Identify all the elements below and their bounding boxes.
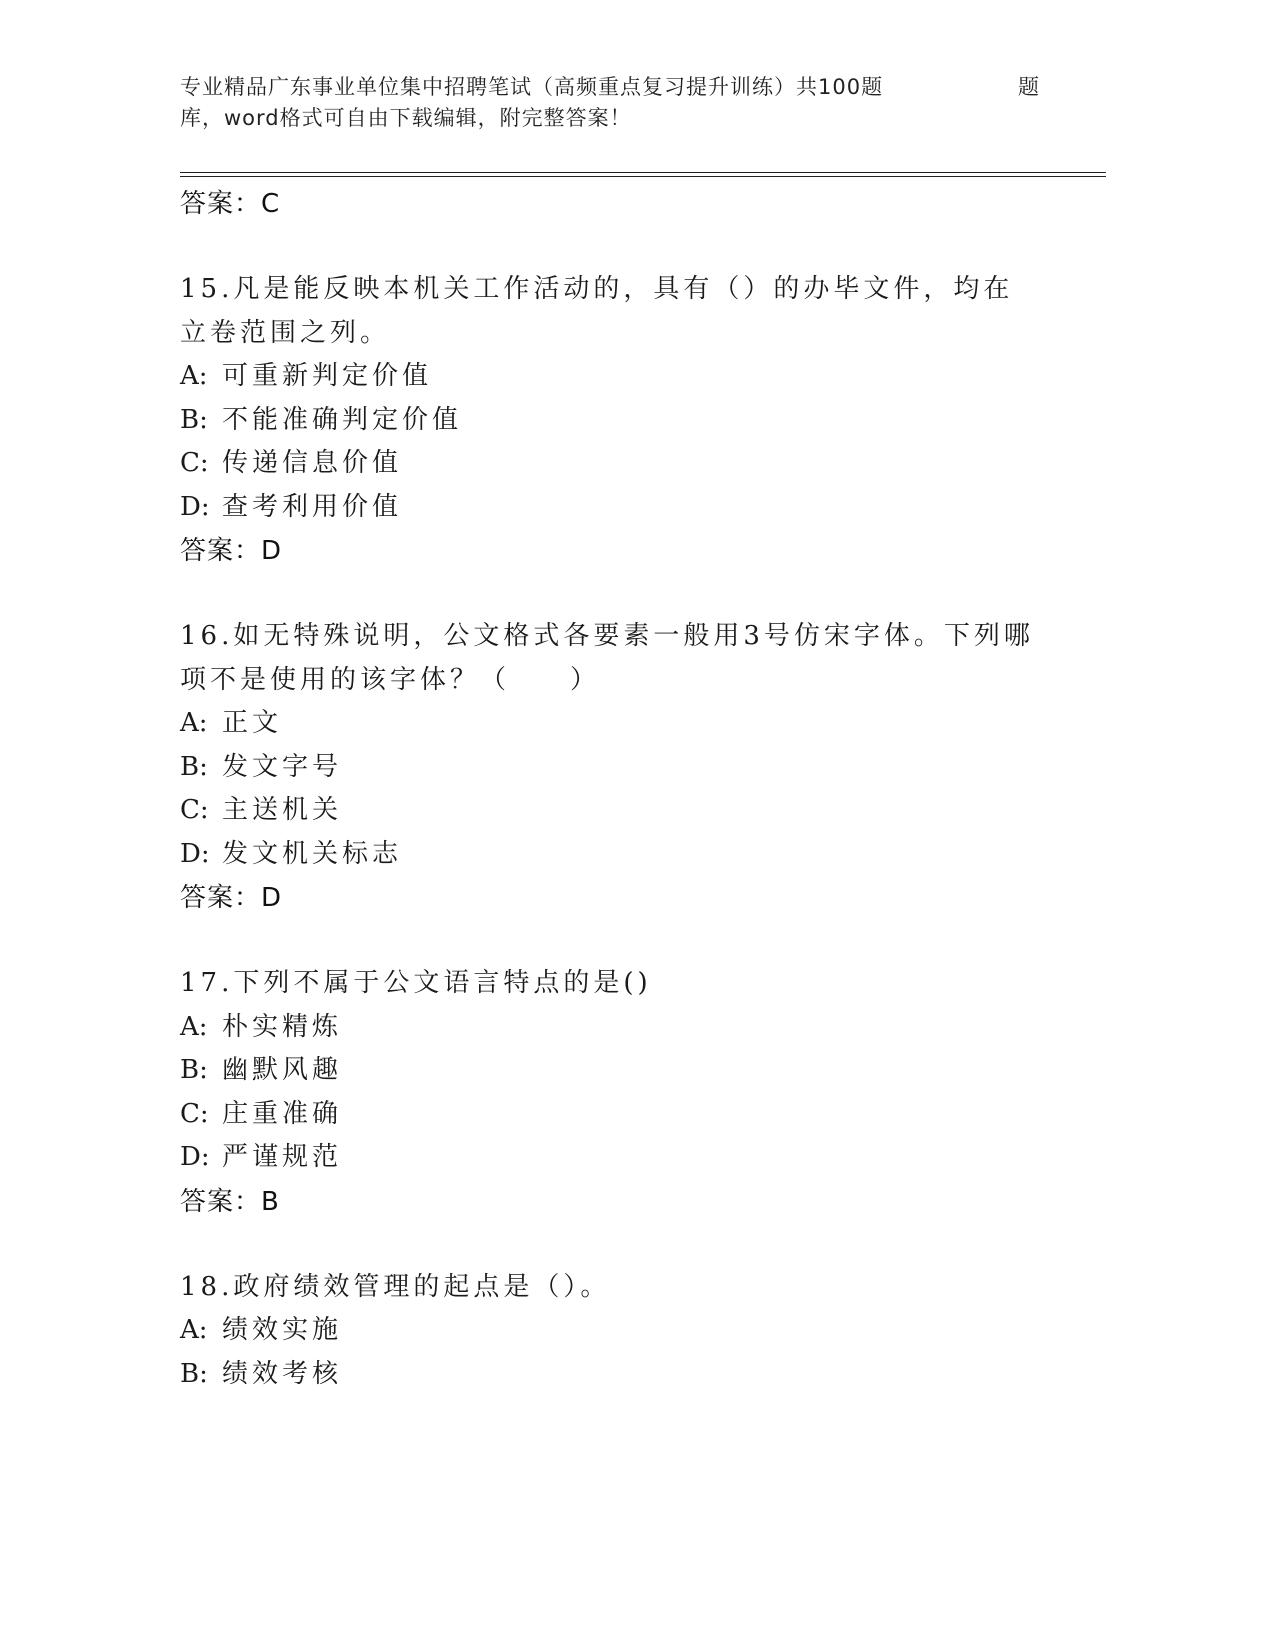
header-title: 专业精品广东事业单位集中招聘笔试（高频重点复习提升训练）共100题 [180, 75, 884, 99]
option-text: 正文 [222, 708, 283, 738]
option-text: 传递信息价值 [222, 448, 403, 478]
option-a [180, 1006, 1040, 1050]
option-b [180, 1049, 1040, 1093]
header-line-2: 库，word格式可自由下载编辑，附完整答案！ [180, 106, 632, 130]
option-b [180, 399, 1040, 443]
question-stem: 16.如无特殊说明，公文格式各要素一般用3号仿宋字体。下列哪项不是使用的该字体？（ ） [180, 621, 1034, 695]
option-a [180, 702, 1040, 746]
option-d [180, 1136, 1040, 1180]
question-stem: 18.政府绩效管理的起点是（）。 [180, 1271, 611, 1302]
question-stem: 15.凡是能反映本机关工作活动的，具有（）的办毕文件，均在立卷范围之列。 [180, 274, 1014, 348]
question-stem: 17.下列不属于公文语言特点的是() [180, 968, 652, 998]
option-key: A: [180, 708, 208, 738]
option-text: 幽默风趣 [222, 1055, 343, 1085]
option-text: 严谨规范 [222, 1142, 343, 1172]
option-text: 发文机关标志 [222, 838, 403, 869]
question-16 [180, 615, 1040, 920]
option-key: D: [180, 491, 210, 522]
option-text: 绩效考核 [222, 1358, 343, 1389]
option-text: 绩效实施 [222, 1315, 343, 1345]
answer-line: 答案：B [180, 1186, 280, 1217]
option-key: B: [180, 1358, 208, 1389]
option-c [180, 789, 1040, 833]
question-18 [180, 1266, 1040, 1397]
option-b [180, 746, 1040, 790]
header-title-tail: 题 [1018, 75, 1040, 99]
option-a [180, 355, 1040, 399]
option-text: 可重新判定价值 [222, 361, 433, 391]
option-b [180, 1353, 1040, 1397]
answer-line: 答案：D [180, 536, 283, 566]
option-key: B: [180, 751, 208, 782]
option-key: C: [180, 448, 209, 478]
option-d [180, 833, 1040, 877]
option-text: 不能准确判定价值 [222, 404, 463, 435]
option-text: 朴实精炼 [222, 1011, 343, 1042]
header-divider-bottom [180, 176, 1106, 177]
header-divider-top [180, 172, 1106, 173]
header-line-1 [180, 72, 1040, 103]
question-15 [180, 268, 1040, 573]
option-key: B: [180, 1055, 208, 1085]
answer-line: 答案：D [180, 883, 283, 913]
option-key: A: [180, 1315, 208, 1345]
option-key: C: [180, 1098, 209, 1129]
option-text: 庄重准确 [222, 1098, 343, 1129]
option-c [180, 442, 1040, 486]
option-key: B: [180, 404, 208, 435]
option-key: A: [180, 1011, 208, 1042]
option-d [180, 486, 1040, 530]
option-key: C: [180, 795, 209, 825]
option-a [180, 1309, 1040, 1353]
previous-answer: 答案：C [180, 189, 281, 219]
option-text: 查考利用价值 [222, 491, 403, 522]
option-key: A: [180, 361, 208, 391]
option-key: D: [180, 838, 210, 869]
option-text: 主送机关 [222, 795, 343, 825]
question-list [180, 182, 1040, 1396]
page-header [180, 72, 1040, 134]
question-17 [180, 962, 1040, 1224]
option-c [180, 1093, 1040, 1137]
option-text: 发文字号 [222, 751, 343, 782]
option-key: D: [180, 1142, 210, 1172]
